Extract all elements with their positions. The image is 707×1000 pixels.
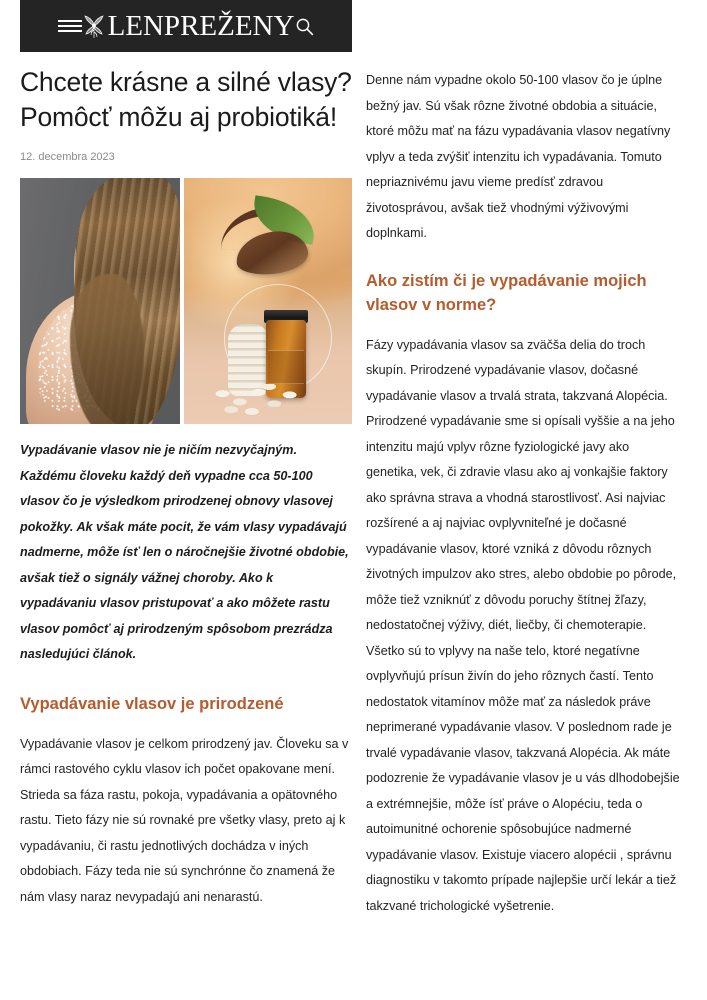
supplement-bottle-with-capsules-image (184, 178, 352, 424)
section-heading-is-it-normal: Ako zistím či je vypadávanie mojich vlasov v norme? (366, 271, 647, 314)
right-column (366, 68, 682, 919)
hamburger-bar (58, 30, 82, 32)
photo-hair-shadow (70, 274, 144, 424)
woman-back-with-long-hair-image (20, 178, 180, 424)
site-logo-text[interactable]: LENPREŽENY (107, 10, 295, 42)
section-heading-natural-hair-loss: Vypadávanie vlasov je prirodzené (20, 694, 284, 713)
page-title: Chcete krásne a silné vlasy? Pomôcť môžu aj probiotiká! (20, 67, 352, 132)
search-icon[interactable] (295, 17, 314, 36)
article-image-row (20, 178, 352, 424)
flower-icon (83, 13, 105, 39)
article-date: 12. decembra 2023 (20, 151, 115, 163)
hamburger-bar (58, 20, 82, 22)
hamburger-icon[interactable] (58, 20, 82, 32)
photo-capsules (214, 384, 300, 416)
site-header (20, 0, 352, 52)
section-paragraph-natural-hair-loss: Vypadávanie vlasov je celkom prirodzený jav. Človeku sa v rámci rastového cyklu vlasov ich počet opakovane mení. Strieda sa fáza rastu, pokoja, vypadávania a opätovného rastu. Tieto fázy nie sú rovnaké pre všetky vlasy, preto aj k vypadávaniu, či rastu jednotlivých dochádza v iných obdobiach. Fázy teda nie sú synchrónne čo znamená že nám vlasy naraz nevypadajú ani nenarastú. (20, 736, 349, 904)
section-paragraph-is-it-normal: Fázy vypadávania vlasov sa zväčša delia do troch skupín. Prirodzené vypadávanie vlasov, dočasné vypadávanie vlasov a trvalá strata, takzvaná Alopécia. Prirodzené vypadávanie sme si opísali vyššie a na jeho intenzitu majú vplyv rôzne fyziologické javy ako genetika, vek, či zdravie vlasu ako aj vonkajšie faktory ako správna strava a vhodná starostlivosť. Asi najviac rozšírené a aj najviac ovplyvniteľné je dočasné vypadávanie vlasov, ktoré vzniká z dôvodu rôznych životných impulzov ako stres, alebo obdobie po pôrode, môže tiež vzniknúť z dôvodu poruchy štítnej žľazy, nedostatočnej výživy, diét, liečby, či chemoterapie. Všetko sú to vplyvy na naše telo, ktoré negatívne ovplyvňujú prísun živín do jeho rôznych častí. Tento nedostatok vitamínov môže mať za následok práve neprimerané vypadávanie vlasov. V poslednom rade je trvalé vypadávanie vlasov, takzvaná Alopécia. Ak máte podozrenie že vypadávanie vlasov je u vás dlhodobejšie a extrémnejšie, môže ísť práve o Alopéciu, teda o autoimunitné ochorenie spôsobujúce nadmerné vypadávanie vlasov. Existuje viacero alopécii , správnu diagnostiku v takomto prípade najlepšie určí lekár a tiež takzvané trichologické vyšetrenie. (366, 337, 680, 913)
intro-paragraph: Denne nám vypadne okolo 50-100 vlasov čo je úplne bežný jav. Sú však rôzne životné obdobia a situácie, ktoré môžu mať na fázu vypadávania vlasov negatívny vplyv a teda zvýšiť intenzitu ich vypadávania. Tomuto nepriaznivému javu vieme predísť zdravou životosprávou, avšak tiež vhodnými výživovými doplnkami. (366, 73, 671, 240)
article-lead: Vypadávanie vlasov nie je ničím nezvyčajným. Každému človeku každý deň vypadne cca 50-100 vlasov čo je výsledkom prirodzenej obnovy vlasovej pokožky. Ak však máte pocit, že vám vlasy vypadávajú nadmerne, môže ísť len o náročnejšie životné obdobie, avšak tiež o signály vážnej choroby. Ako k vypadávaniu vlasov pristupovať a ako môžete rastu vlasov pomôcť aj prirodzeným spôsobom prezrádza nasledujúci článok. (20, 443, 349, 661)
hamburger-bar (58, 25, 82, 27)
photo-bottle-label (268, 350, 304, 384)
left-column (20, 0, 352, 910)
